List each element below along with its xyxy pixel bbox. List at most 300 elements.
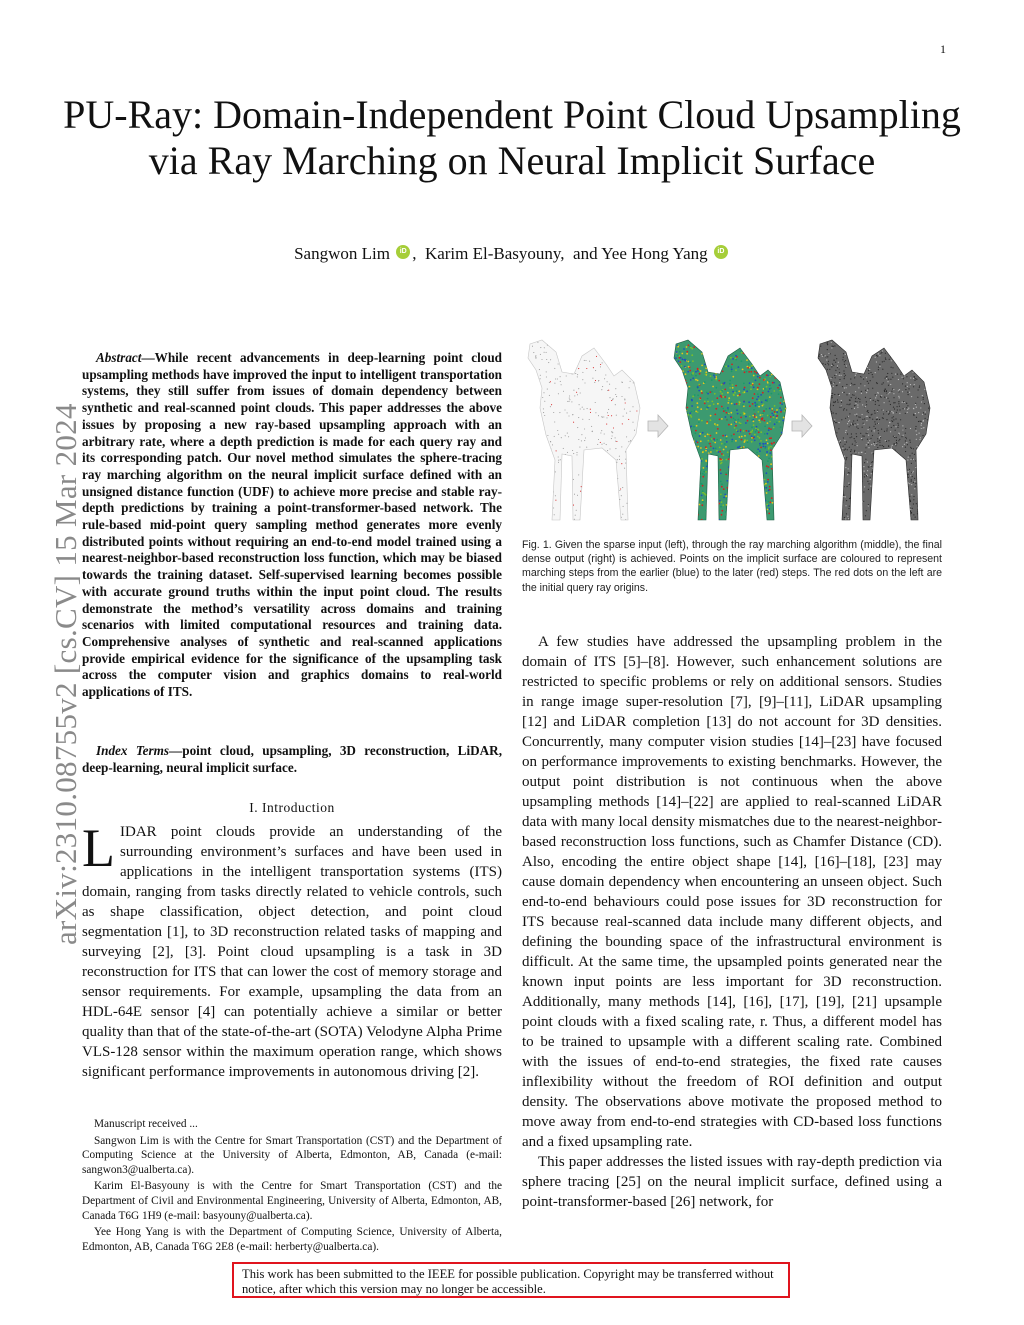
- point-dot: [672, 371, 674, 373]
- point-dot: [747, 420, 749, 422]
- point-dot: [922, 462, 923, 463]
- point-dot: [757, 448, 759, 450]
- point-dot: [890, 513, 891, 514]
- point-dot: [606, 444, 607, 445]
- point-dot: [880, 455, 881, 456]
- point-dot: [823, 453, 824, 454]
- point-dot: [922, 435, 923, 436]
- point-dot: [904, 476, 905, 477]
- point-dot: [871, 414, 872, 415]
- point-dot: [906, 438, 907, 439]
- point-dot: [841, 464, 842, 465]
- point-dot: [735, 421, 737, 423]
- point-dot: [714, 371, 716, 373]
- point-dot: [849, 506, 850, 507]
- point-dot: [846, 500, 847, 501]
- point-dot: [877, 417, 878, 418]
- point-dot: [873, 443, 874, 444]
- point-dot: [709, 487, 711, 489]
- point-dot: [541, 425, 542, 426]
- point-dot: [845, 467, 846, 468]
- point-dot: [856, 509, 857, 510]
- point-dot: [755, 349, 757, 351]
- point-dot: [831, 342, 832, 343]
- point-dot: [693, 515, 695, 517]
- point-dot: [876, 519, 877, 520]
- point-dot: [864, 474, 865, 475]
- point-dot: [886, 378, 887, 379]
- point-dot: [673, 402, 675, 404]
- point-dot: [842, 448, 843, 449]
- point-dot: [892, 471, 893, 472]
- point-dot: [880, 341, 881, 342]
- point-dot: [695, 483, 697, 485]
- point-dot: [825, 440, 826, 441]
- point-dot: [921, 495, 922, 496]
- point-dot: [899, 439, 900, 440]
- point-dot: [766, 504, 768, 506]
- point-dot: [839, 382, 840, 383]
- point-dot: [604, 474, 605, 475]
- point-dot: [707, 440, 709, 442]
- point-dot: [535, 386, 536, 387]
- point-dot: [848, 404, 849, 405]
- point-dot: [887, 381, 888, 382]
- point-dot: [867, 461, 868, 462]
- point-dot: [877, 441, 878, 442]
- point-dot: [529, 444, 530, 445]
- point-dot: [613, 510, 614, 511]
- point-dot: [681, 377, 683, 379]
- point-dot: [829, 424, 830, 425]
- point-dot: [537, 381, 538, 382]
- point-dot: [601, 416, 602, 417]
- point-dot: [888, 440, 889, 441]
- point-dot: [746, 449, 748, 451]
- point-dot: [755, 517, 757, 519]
- point-dot: [713, 403, 715, 405]
- point-dot: [932, 448, 933, 449]
- point-dot: [621, 382, 622, 383]
- point-dot: [697, 386, 699, 388]
- point-dot: [771, 456, 773, 458]
- point-dot: [910, 428, 911, 429]
- point-dot: [536, 453, 537, 454]
- point-dot: [687, 436, 689, 438]
- point-dot: [606, 492, 607, 493]
- point-dot: [673, 452, 675, 454]
- point-dot: [782, 467, 784, 469]
- point-dot: [854, 348, 855, 349]
- point-dot: [876, 361, 877, 362]
- point-dot: [766, 454, 768, 456]
- point-dot: [717, 367, 719, 369]
- point-dot: [630, 496, 631, 497]
- point-dot: [676, 351, 678, 353]
- point-dot: [673, 437, 675, 439]
- point-dot: [567, 412, 568, 413]
- point-dot: [685, 373, 687, 375]
- point-dot: [832, 430, 833, 431]
- point-dot: [691, 465, 693, 467]
- point-dot: [879, 496, 880, 497]
- point-dot: [858, 398, 859, 399]
- orcid-icon[interactable]: iD: [714, 245, 728, 259]
- point-dot: [728, 424, 730, 426]
- point-dot: [756, 366, 758, 368]
- point-dot: [870, 399, 871, 400]
- point-dot: [842, 359, 843, 360]
- point-dot: [891, 411, 892, 412]
- point-dot: [722, 435, 724, 437]
- point-dot: [607, 390, 608, 391]
- point-dot: [913, 503, 914, 504]
- point-dot: [903, 486, 904, 487]
- point-dot: [906, 376, 907, 377]
- point-dot: [892, 377, 893, 378]
- point-dot: [872, 471, 873, 472]
- point-dot: [720, 395, 722, 397]
- point-dot: [918, 338, 919, 339]
- point-dot: [739, 470, 741, 472]
- point-dot: [732, 481, 734, 483]
- point-dot: [756, 346, 758, 348]
- point-dot: [928, 430, 929, 431]
- orcid-icon[interactable]: iD: [396, 245, 410, 259]
- point-dot: [741, 338, 743, 340]
- point-dot: [641, 457, 642, 458]
- point-dot: [785, 517, 787, 519]
- point-dot: [708, 462, 710, 464]
- point-dot: [754, 371, 756, 373]
- point-dot: [877, 508, 878, 509]
- point-dot: [782, 483, 784, 485]
- point-dot: [866, 510, 867, 511]
- point-dot: [695, 432, 697, 434]
- point-dot: [611, 500, 612, 501]
- point-dot: [585, 464, 586, 465]
- point-dot: [620, 357, 621, 358]
- point-dot: [701, 483, 703, 485]
- author-name: Karim El-Basyouny,: [424, 244, 565, 263]
- point-dot: [838, 513, 839, 514]
- point-dot: [784, 425, 786, 427]
- point-dot: [898, 396, 899, 397]
- point-dot: [729, 340, 731, 342]
- point-dot: [837, 399, 838, 400]
- point-dot: [757, 376, 759, 378]
- point-dot: [763, 446, 765, 448]
- point-dot: [721, 501, 723, 503]
- point-dot: [675, 364, 677, 366]
- point-dot: [933, 483, 934, 484]
- point-dot: [881, 512, 882, 513]
- point-dot: [704, 401, 706, 403]
- point-dot: [687, 497, 689, 499]
- sparse-input-camel: [525, 338, 644, 523]
- point-dot: [697, 476, 699, 478]
- point-dot: [732, 387, 734, 389]
- point-dot: [931, 423, 932, 424]
- point-dot: [858, 365, 859, 366]
- point-dot: [736, 499, 738, 501]
- point-dot: [725, 495, 727, 497]
- point-dot: [721, 486, 723, 488]
- point-dot: [921, 363, 922, 364]
- point-dot: [547, 516, 548, 517]
- point-dot: [900, 504, 901, 505]
- point-dot: [846, 365, 847, 366]
- point-dot: [600, 364, 601, 365]
- point-dot: [779, 384, 781, 386]
- point-dot: [718, 380, 720, 382]
- point-dot: [830, 457, 831, 458]
- point-dot: [575, 515, 576, 516]
- intro-paragraph: [82, 818, 502, 1082]
- point-dot: [724, 443, 726, 445]
- point-dot: [907, 365, 908, 366]
- point-dot: [852, 423, 853, 424]
- point-dot: [679, 441, 681, 443]
- point-dot: [924, 389, 925, 390]
- point-dot: [825, 405, 826, 406]
- point-dot: [896, 344, 897, 345]
- point-dot: [672, 486, 674, 488]
- point-dot: [680, 485, 682, 487]
- point-dot: [622, 423, 623, 424]
- point-dot: [825, 355, 826, 356]
- point-dot: [833, 445, 834, 446]
- point-dot: [884, 458, 885, 459]
- point-dot: [702, 501, 704, 503]
- point-dot: [854, 414, 855, 415]
- point-dot: [835, 471, 836, 472]
- point-dot: [756, 452, 758, 454]
- point-dot: [715, 379, 717, 381]
- point-dot: [864, 436, 865, 437]
- point-dot: [921, 423, 922, 424]
- point-dot: [745, 447, 747, 449]
- point-dot: [891, 373, 892, 374]
- point-dot: [862, 435, 863, 436]
- point-dot: [712, 458, 714, 460]
- point-dot: [832, 397, 833, 398]
- point-dot: [674, 500, 676, 502]
- point-dot: [703, 467, 705, 469]
- point-dot: [586, 453, 587, 454]
- point-dot: [788, 473, 790, 475]
- point-dot: [719, 500, 721, 502]
- point-dot: [819, 374, 820, 375]
- point-dot: [571, 401, 572, 402]
- point-dot: [831, 517, 832, 518]
- point-dot: [900, 374, 901, 375]
- point-dot: [774, 485, 776, 487]
- point-dot: [881, 458, 882, 459]
- point-dot: [825, 388, 826, 389]
- point-dot: [845, 518, 846, 519]
- point-dot: [716, 450, 718, 452]
- point-dot: [601, 354, 602, 355]
- point-dot: [855, 423, 856, 424]
- point-dot: [720, 358, 722, 360]
- point-dot: [888, 513, 889, 514]
- point-dot: [741, 439, 743, 441]
- point-dot: [715, 474, 717, 476]
- point-dot: [926, 496, 927, 497]
- point-dot: [566, 500, 567, 501]
- point-dot: [852, 463, 853, 464]
- point-dot: [746, 352, 748, 354]
- point-dot: [675, 408, 677, 410]
- point-dot: [919, 491, 920, 492]
- point-dot: [898, 403, 899, 404]
- point-dot: [879, 442, 880, 443]
- point-dot: [788, 497, 790, 499]
- point-dot: [835, 495, 836, 496]
- point-dot: [702, 490, 704, 492]
- point-dot: [919, 439, 920, 440]
- point-dot: [751, 435, 753, 437]
- point-dot: [756, 480, 758, 482]
- point-dot: [868, 339, 869, 340]
- point-dot: [865, 459, 866, 460]
- point-dot: [920, 498, 921, 499]
- point-dot: [839, 422, 840, 423]
- point-dot: [855, 467, 856, 468]
- point-dot: [713, 487, 715, 489]
- point-dot: [914, 342, 915, 343]
- point-dot: [776, 448, 778, 450]
- point-dot: [609, 448, 610, 449]
- point-dot: [719, 353, 721, 355]
- point-dot: [908, 394, 909, 395]
- point-dot: [762, 417, 764, 419]
- point-dot: [896, 443, 897, 444]
- point-dot: [755, 506, 757, 508]
- point-dot: [774, 449, 776, 451]
- point-dot: [567, 433, 568, 434]
- point-dot: [731, 441, 733, 443]
- point-dot: [761, 344, 763, 346]
- point-dot: [532, 432, 533, 433]
- point-dot: [689, 437, 691, 439]
- point-dot: [705, 371, 707, 373]
- point-dot: [705, 509, 707, 511]
- point-dot: [849, 426, 850, 427]
- point-dot: [750, 481, 752, 483]
- point-dot: [615, 441, 616, 442]
- point-dot: [866, 475, 867, 476]
- point-dot: [621, 446, 622, 447]
- point-dot: [895, 500, 896, 501]
- point-dot: [888, 454, 889, 455]
- point-dot: [865, 452, 866, 453]
- point-dot: [901, 491, 902, 492]
- point-dot: [758, 406, 760, 408]
- point-dot: [838, 470, 839, 471]
- point-dot: [609, 473, 610, 474]
- point-dot: [858, 428, 859, 429]
- point-dot: [624, 341, 625, 342]
- point-dot: [546, 371, 547, 372]
- point-dot: [902, 340, 903, 341]
- point-dot: [875, 372, 876, 373]
- point-dot: [620, 488, 621, 489]
- point-dot: [596, 356, 597, 357]
- point-dot: [852, 394, 853, 395]
- point-dot: [574, 519, 575, 520]
- point-dot: [863, 349, 864, 350]
- point-dot: [913, 471, 914, 472]
- point-dot: [730, 417, 732, 419]
- point-dot: [636, 410, 637, 411]
- point-dot: [821, 440, 822, 441]
- point-dot: [897, 409, 898, 410]
- point-dot: [778, 510, 780, 512]
- point-dot: [673, 399, 675, 401]
- point-dot: [900, 466, 901, 467]
- point-dot: [681, 398, 683, 400]
- point-dot: [551, 404, 552, 405]
- point-dot: [831, 383, 832, 384]
- point-dot: [825, 496, 826, 497]
- point-dot: [926, 483, 927, 484]
- point-dot: [864, 343, 865, 344]
- point-dot: [714, 502, 716, 504]
- point-dot: [885, 353, 886, 354]
- point-dot: [720, 494, 722, 496]
- point-dot: [903, 401, 904, 402]
- point-dot: [892, 339, 893, 340]
- point-dot: [694, 491, 696, 493]
- point-dot: [823, 418, 824, 419]
- point-dot: [590, 409, 591, 410]
- point-dot: [603, 356, 604, 357]
- point-dot: [785, 352, 787, 354]
- point-dot: [902, 425, 903, 426]
- point-dot: [555, 500, 556, 501]
- point-dot: [844, 342, 845, 343]
- point-dot: [779, 518, 781, 520]
- point-dot: [592, 462, 593, 463]
- point-dot: [902, 503, 903, 504]
- point-dot: [757, 429, 759, 431]
- point-dot: [690, 379, 692, 381]
- point-dot: [882, 466, 883, 467]
- point-dot: [777, 520, 779, 522]
- point-dot: [625, 463, 626, 464]
- point-dot: [767, 509, 769, 511]
- point-dot: [827, 342, 828, 343]
- point-dot: [823, 483, 824, 484]
- point-dot: [758, 496, 760, 498]
- point-dot: [859, 467, 860, 468]
- point-dot: [789, 427, 791, 429]
- point-dot: [775, 374, 777, 376]
- point-dot: [856, 516, 857, 517]
- point-dot: [859, 502, 860, 503]
- point-dot: [868, 444, 869, 445]
- point-dot: [742, 495, 744, 497]
- point-dot: [929, 386, 930, 387]
- point-dot: [532, 419, 533, 420]
- point-dot: [836, 374, 837, 375]
- point-dot: [700, 440, 702, 442]
- point-dot: [605, 470, 606, 471]
- point-dot: [732, 358, 734, 360]
- point-dot: [634, 464, 635, 465]
